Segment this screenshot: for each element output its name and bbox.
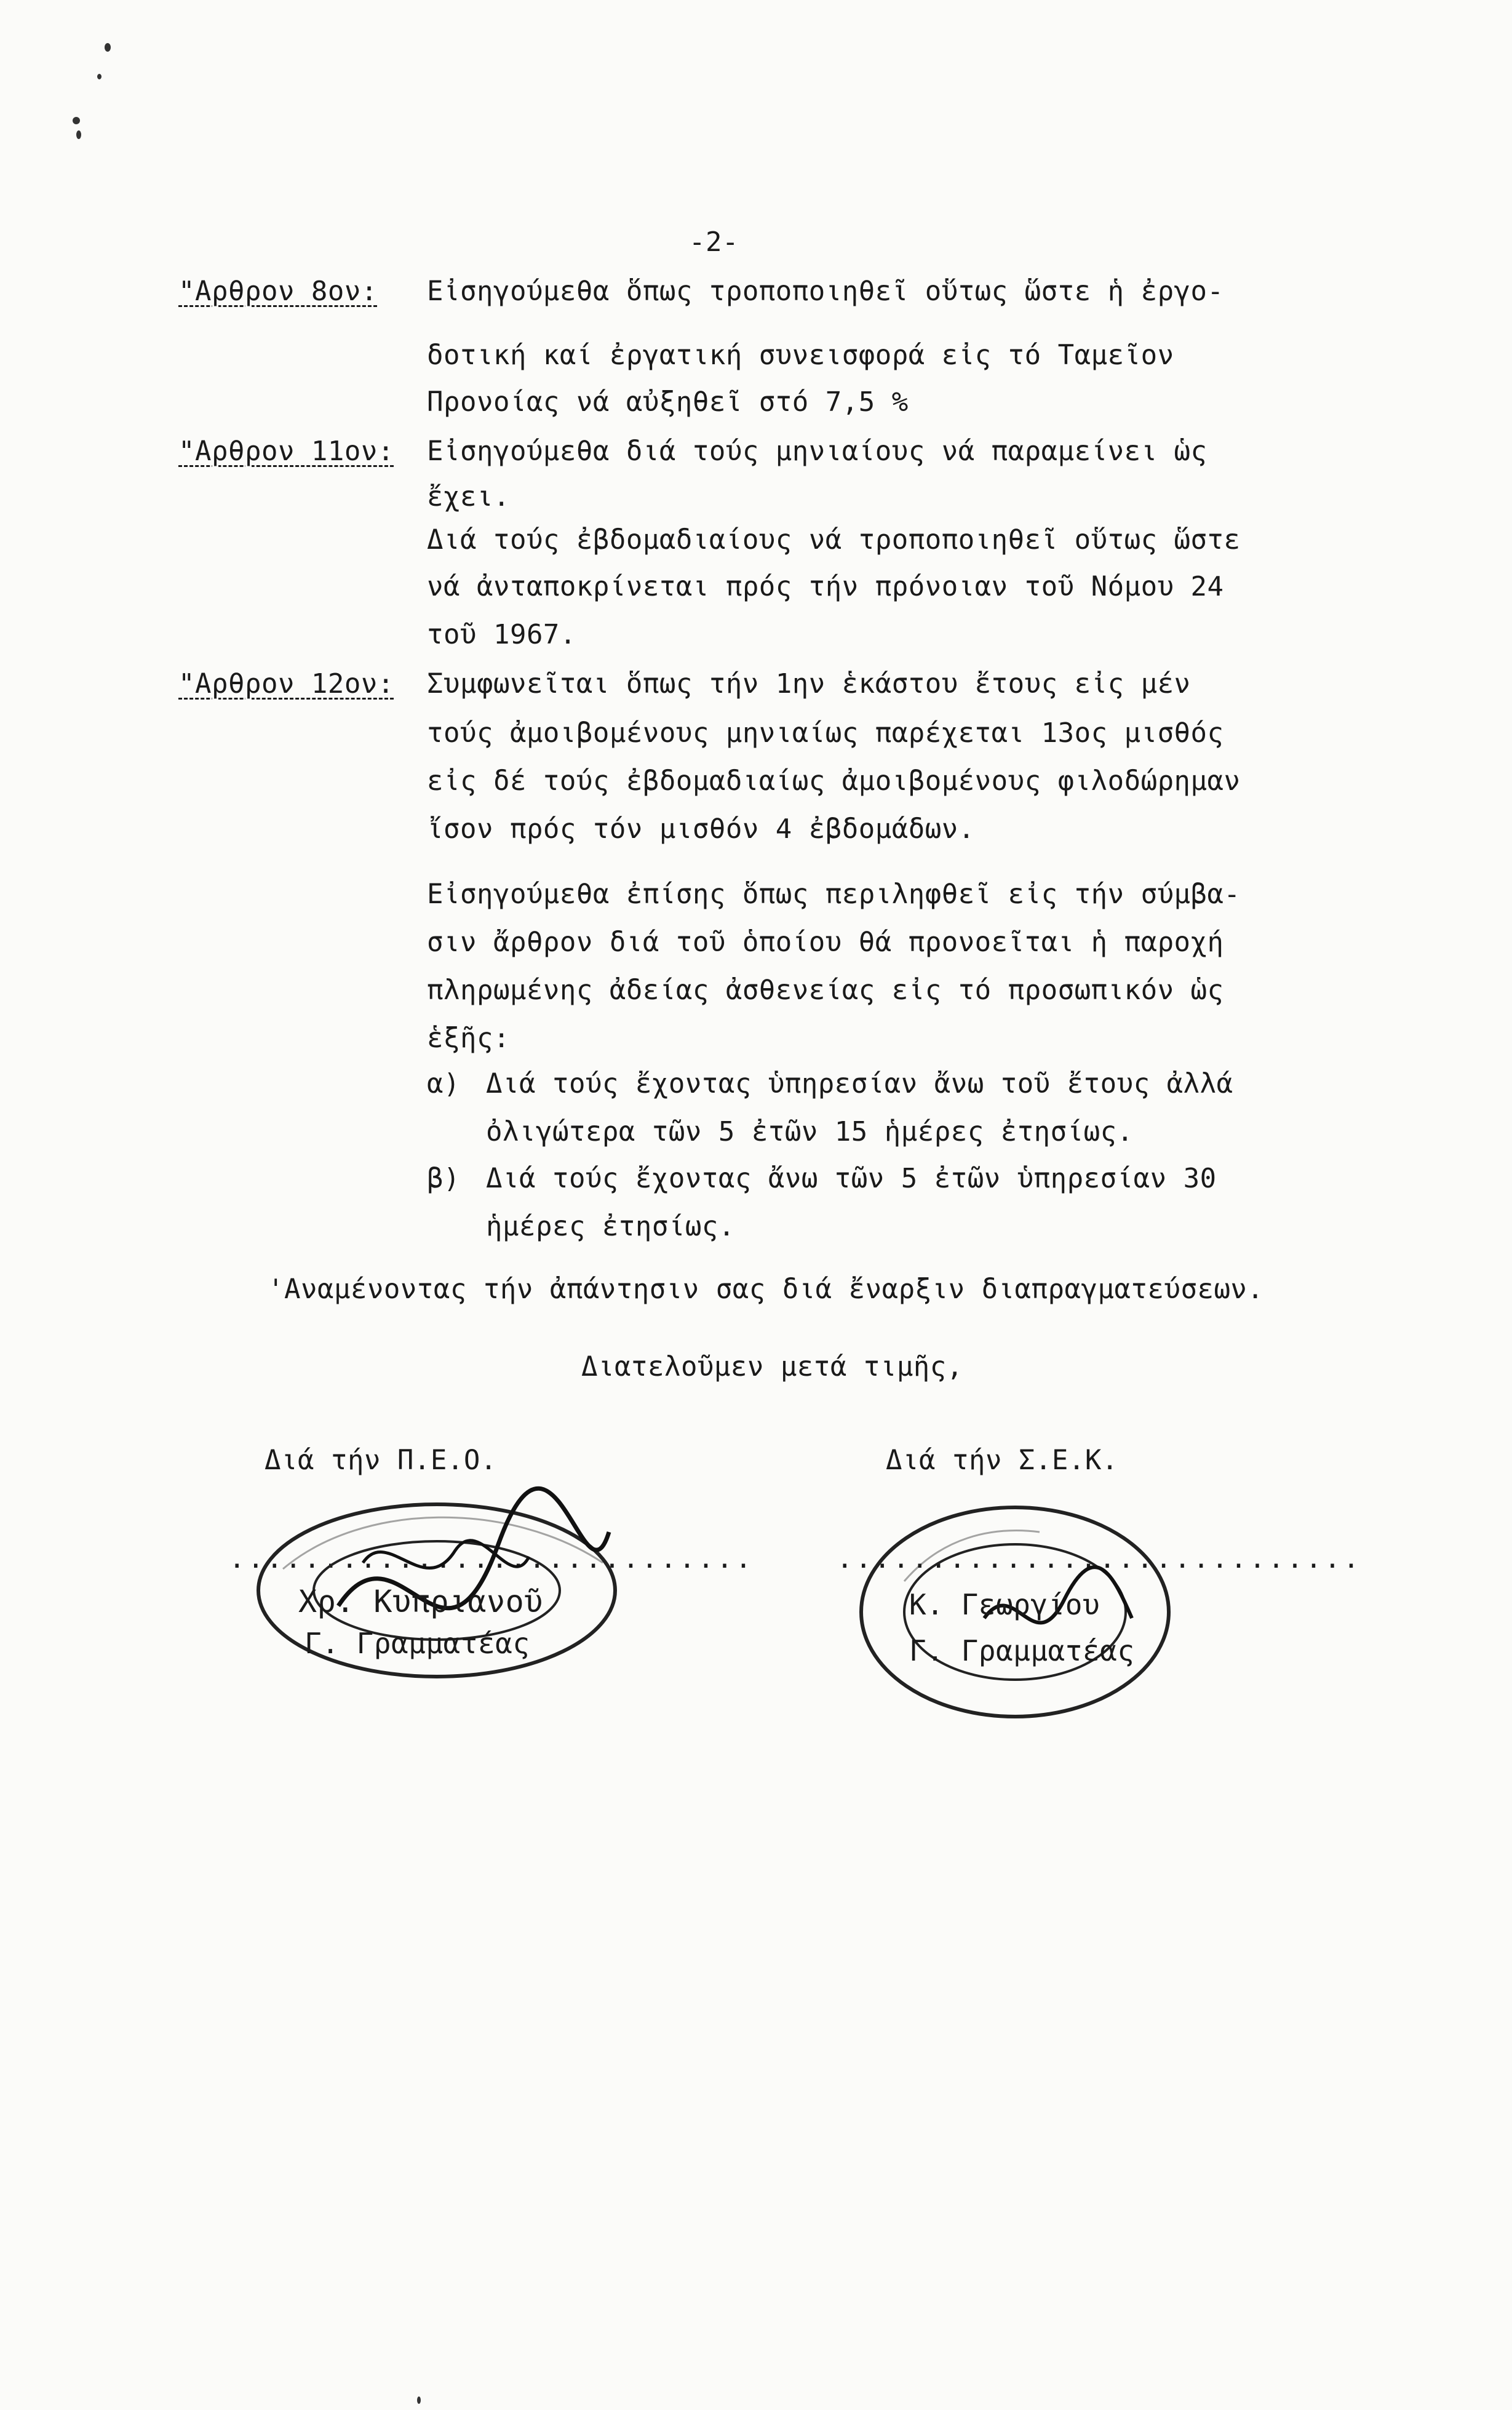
article-11-line: νά ἀνταποκρίνεται πρός τήν πρόνοιαν τοῦ Νόμου 24	[427, 571, 1224, 602]
scan-speck	[76, 130, 81, 139]
article-11-line: Διά τούς ἐβδομαδιαίους νά τροποποιηθεῖ οὕτως ὥστε	[427, 524, 1241, 556]
item-b-line: Διά τούς ἔχοντας ἄνω τῶν 5 ἐτῶν ὑπηρεσίαν 30	[486, 1163, 1217, 1194]
proposal-line: Εἰσηγούμεθα ἐπίσης ὅπως περιληφθεῖ εἰς τήν σύμβα-	[427, 879, 1241, 910]
article-11-line: ἔχει.	[427, 481, 510, 513]
article-11-line: τοῦ 1967.	[427, 619, 576, 650]
proposal-line: ἑξῆς:	[427, 1023, 510, 1054]
article-8-line: Προνοίας νά αὐξηθεῖ στό 7,5 %	[427, 386, 909, 418]
article-12-line: τούς ἀμοιβομένους μηνιαίως παρέχεται 13ος μισθός	[427, 717, 1224, 749]
scan-speck	[105, 43, 111, 52]
item-b-line: ἡμέρες ἐτησίως.	[486, 1211, 735, 1242]
item-a-marker: α)	[427, 1068, 460, 1099]
signature-dotted-line-peo: ............................	[229, 1543, 754, 1574]
signatory-title-sek: Γ. Γραμματέας	[909, 1634, 1135, 1667]
item-b-marker: β)	[427, 1163, 460, 1194]
signature-heading-sek: Διά τήν Σ.Ε.Κ.	[886, 1445, 1118, 1476]
article-11-line: Εἰσηγούμεθα διά τούς μηνιαίους νά παραμείνει ὡς	[427, 436, 1208, 467]
signatory-title-peo: Γ. Γραμματέας	[304, 1627, 530, 1660]
article-12-line: ἴσον πρός τόν μισθόν 4 ἐβδομάδων.	[427, 813, 975, 845]
page-number: -2-	[689, 226, 739, 258]
scan-speck	[97, 74, 101, 79]
signature-dotted-line-sek: ............................	[837, 1543, 1362, 1574]
article-12-line: εἰς δέ τούς ἐβδομαδιαίως ἀμοιβομένους φιλοδώρημαν	[427, 765, 1241, 797]
signatory-name-peo: Χρ. Κυπριανοῦ	[298, 1584, 543, 1619]
article-8-heading: "Αρθρον 8ον:	[178, 276, 378, 307]
item-a-line: Διά τούς ἔχοντας ὑπηρεσίαν ἄνω τοῦ ἔτους ἀλλά	[486, 1068, 1233, 1099]
scan-speck	[73, 117, 80, 124]
item-a-line: ὀλιγώτερα τῶν 5 ἐτῶν 15 ἡμέρες ἐτησίως.	[486, 1116, 1134, 1147]
signatory-name-sek: Κ. Γεωργίου	[909, 1588, 1100, 1621]
proposal-line: σιν ἄρθρον διά τοῦ ὁποίου θά προνοεῖται ἡ παροχή	[427, 927, 1224, 958]
closing-line: 'Αναμένοντας τήν ἀπάντησιν σας διά ἔναρξιν διαπραγματεύσεων.	[268, 1274, 1264, 1305]
article-12-heading: "Αρθρον 12ον:	[178, 668, 394, 700]
article-12-line: Συμφωνεῖται ὅπως τήν 1ην ἑκάστου ἔτους εἰς μέν	[427, 668, 1191, 700]
scan-speck	[417, 2396, 421, 2404]
salutation: Διατελοῦμεν μετά τιμῆς,	[581, 1351, 963, 1383]
article-8-line: δοτική καί ἐργατική συνεισφορά εἰς τό Ταμεῖον	[427, 340, 1174, 371]
proposal-line: πληρωμένης ἀδείας ἀσθενείας εἰς τό προσωπικόν ὡς	[427, 975, 1224, 1006]
article-8-line: Εἰσηγούμεθα ὅπως τροποποιηθεῖ οὕτως ὥστε ἡ ἐργο-	[427, 276, 1224, 307]
article-11-heading: "Αρθρον 11ον:	[178, 436, 394, 467]
signature-heading-peo: Διά τήν Π.Ε.Ο.	[265, 1445, 497, 1476]
